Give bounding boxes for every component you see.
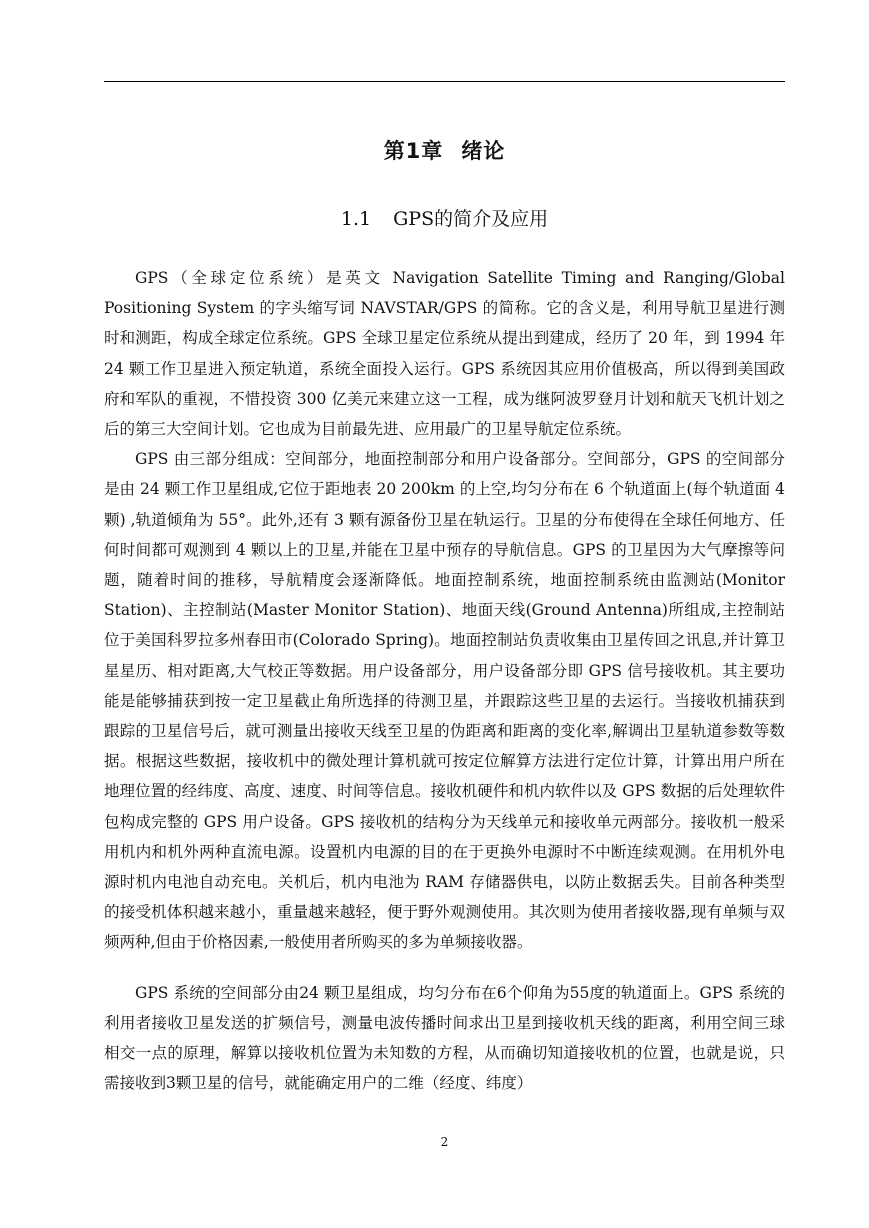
chapter-title [104, 136, 785, 166]
body-text [104, 263, 785, 1098]
page-number: 2 [440, 1135, 449, 1149]
chapter-name: 绪论 [461, 139, 506, 163]
section-title [104, 204, 785, 234]
paragraph-intro: GPS（全球定位系统）是英文 Navigation Satellite Timing and Ranging/Global Positioning System 的字头缩写词 NAVSTAR/GPS 的简称。它的含义是，利用导航卫星进行测时和测距，构成全球定位系统。GPS 全球卫星定位系统从提出到建成，经历了 20 年，到 1994 年 24 颗工作卫星进入预定轨道，系统全面投入运行。GPS 系统因其应用价值极高，所以得到美国政府和军队的重视，不惜投资 300 亿美元来建立这一工程，成为继阿波罗登月计划和航天飞机计划之后的第三大空间计划。它也成为目前最先进、应用最广的卫星导航定位系统。 [104, 269, 785, 439]
section-number: 1.1 [340, 208, 372, 230]
header-rule [104, 81, 785, 82]
paragraph-components: GPS 由三部分组成：空间部分，地面控制部分和用户设备部分。空间部分，GPS 的空间部分是由 24 颗工作卫星组成,它位于距地表 20 200km 的上空,均匀分布在 6 个轨道面上(每个轨道面 4 颗) ,轨道倾角为 55°。此外,还有 3 颗有源备份卫星在轨运行。卫星的分布使得在全球任何地方、任何时间都可观测到 4 颗以上的卫星,并能在卫星中预存的导航信息。GPS 的卫星因为大气摩擦等问题，随着时间的推移，导航精度会逐渐降低。地面控制系统，地面控制系统由监测站(Monitor Station)、主控制站(Master Monitor Station)、地面天线(Ground Antenna)所组成,主控制站位于美国科罗拉多州春田市(Colorado Spring)。地面控制站负责收集由卫星传回之讯息,并计算卫星星历、相对距离,大气校正等数据。用户设备部分，用户设备部分即 GPS 信号接收机。其主要功能是能够捕获到按一定卫星截止角所选择的待测卫星，并跟踪这些卫星的去运行。当接收机捕获到跟踪的卫星信号后，就可测量出接收天线至卫星的伪距离和距离的变化率,解调出卫星轨道参数等数据。根据这些数据，接收机中的微处理计算机就可按定位解算方法进行定位计算，计算出用户所在地理位置的经纬度、高度、速度、时间等信息。接收机硬件和机内软件以及 GPS 数据的后处理软件包构成完整的 GPS 用户设备。GPS 接收机的结构分为天线单元和接收单元两部分。接收机一般采用机内和机外两种直流电源。设置机内电源的目的在于更换外电源时不中断连续观测。在用机外电源时机内电池自动充电。关机后，机内电池为 RAM 存储器供电，以防止数据丢失。目前各种类型的接受机体积越来越小，重量越来越轻，便于野外观测使用。其次则为使用者接收器,现有单频与双频两种,但由于价格因素,一般使用者所购买的多为单频接收器。 [104, 450, 785, 952]
chapter-number: 第1章 [383, 139, 444, 163]
section-name: GPS的简介及应用 [393, 208, 549, 230]
paragraph-space-segment: GPS 系统的空间部分由24 颗卫星组成，均匀分布在6个仰角为55度的轨道面上。GPS 系统的利用者接收卫星发送的扩频信号，测量电波传播时间求出卫星到接收机天线的距离，利用空间三球相交一点的原理，解算以接收机位置为未知数的方程，从而确切知道接收机的位置，也就是说，只需接收到3颗卫星的信号，就能确定用户的二维（经度、纬度） [104, 983, 785, 1093]
